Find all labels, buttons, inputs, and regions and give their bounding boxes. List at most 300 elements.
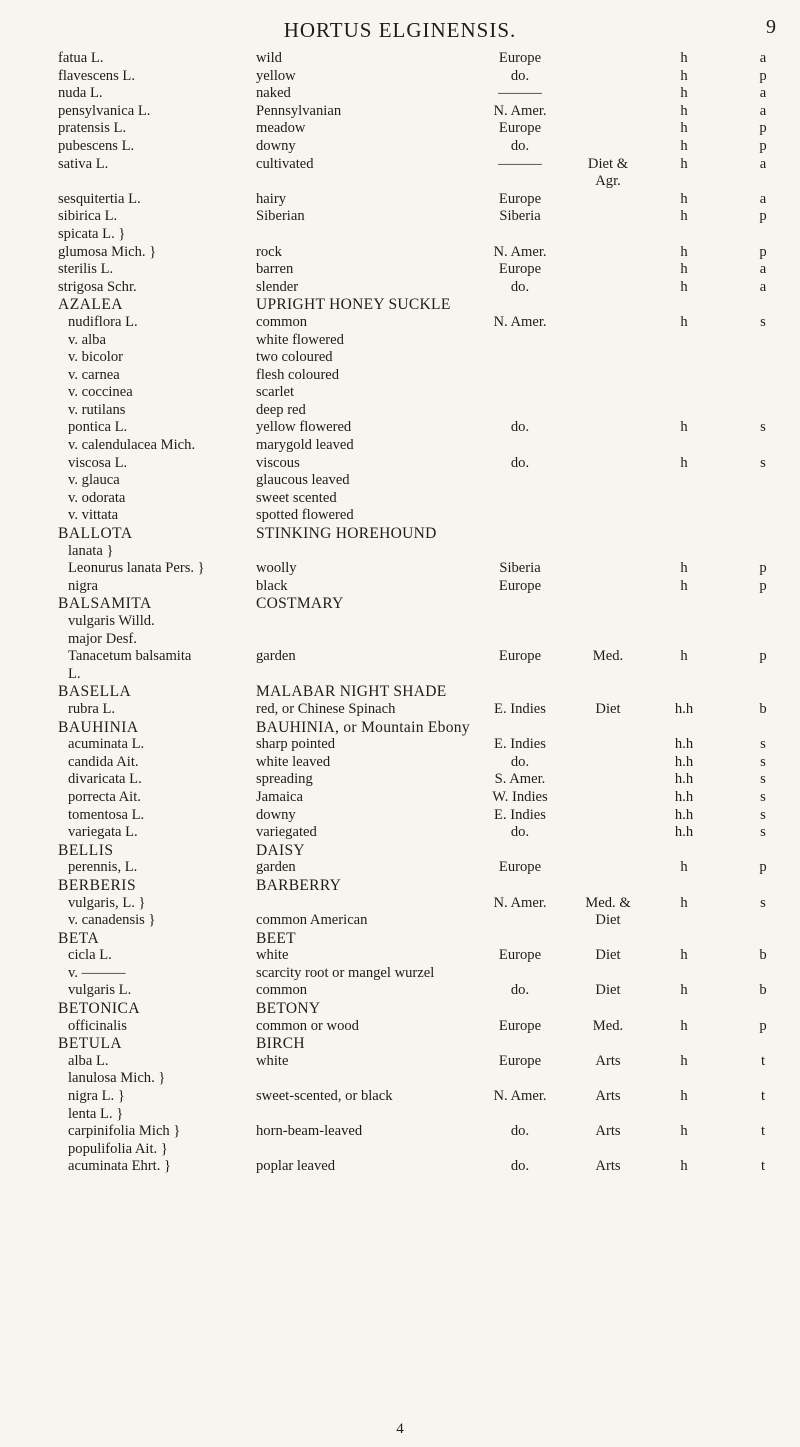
genus-row bbox=[0, 296, 800, 314]
cell-c3: Siberia bbox=[499, 208, 541, 225]
cell-c2: scarlet bbox=[256, 384, 295, 401]
cell-c2: white bbox=[256, 1052, 289, 1069]
cell-c6: s bbox=[760, 753, 766, 770]
cell-c6: p bbox=[759, 208, 767, 225]
genus-row bbox=[0, 1035, 800, 1053]
cell-c2: white bbox=[256, 947, 289, 964]
genus-row bbox=[0, 525, 800, 543]
table-row bbox=[0, 666, 800, 684]
cell-c5: h.h bbox=[674, 736, 694, 753]
table-row bbox=[0, 279, 800, 297]
cell-c1: nigra L. } bbox=[68, 1088, 125, 1105]
cell-c4: Arts bbox=[595, 1088, 621, 1105]
table-row bbox=[0, 947, 800, 965]
cell-c6: a bbox=[759, 155, 767, 172]
cell-c2: poplar leaved bbox=[256, 1158, 336, 1175]
table-row bbox=[0, 367, 800, 385]
cell-c5: h.h bbox=[674, 788, 694, 805]
cell-c3: Europe bbox=[498, 261, 542, 278]
cell-c1: acuminata Ehrt. } bbox=[68, 1158, 172, 1175]
cell-c6: a bbox=[759, 278, 767, 295]
cell-c2: BARBERRY bbox=[256, 876, 342, 894]
cell-c4: Diet bbox=[595, 700, 621, 717]
genus-row bbox=[0, 930, 800, 948]
cell-c6: s bbox=[760, 806, 766, 823]
genus-row bbox=[0, 719, 800, 737]
cell-c2: BIRCH bbox=[256, 1035, 305, 1053]
cell-c2: COSTMARY bbox=[256, 595, 344, 613]
cell-c6: s bbox=[760, 824, 766, 841]
table-row bbox=[0, 437, 800, 455]
cell-c3: Europe bbox=[498, 120, 542, 137]
cell-c1: v. alba bbox=[68, 331, 106, 348]
cell-c3: N. Amer. bbox=[493, 102, 547, 119]
table-row bbox=[0, 68, 800, 86]
cell-c1: sesquitertia L. bbox=[58, 190, 141, 207]
cell-c2: slender bbox=[256, 278, 299, 295]
cell-c4: Diet bbox=[595, 947, 621, 964]
cell-c6: p bbox=[759, 67, 767, 84]
cell-c2: glaucous leaved bbox=[256, 472, 350, 489]
cell-c3: do. bbox=[510, 67, 530, 84]
cell-c2: common American bbox=[256, 912, 368, 929]
cell-c1: officinalis bbox=[68, 1017, 127, 1034]
cell-c5: h bbox=[680, 1158, 688, 1175]
cell-c3: Europe bbox=[498, 947, 542, 964]
cell-c2: MALABAR NIGHT SHADE bbox=[256, 683, 447, 701]
table-row bbox=[0, 138, 800, 156]
table-row bbox=[0, 543, 800, 561]
cell-c1: lanulosa Mich. } bbox=[68, 1070, 166, 1087]
cell-c3: Europe bbox=[498, 1052, 542, 1069]
cell-c1: sterilis L. bbox=[58, 261, 114, 278]
cell-c2: UPRIGHT HONEY SUCKLE bbox=[256, 296, 451, 314]
table-row bbox=[0, 120, 800, 138]
cell-c3: do. bbox=[510, 278, 530, 295]
cell-c3: N. Amer. bbox=[493, 243, 547, 260]
cell-c5: h bbox=[680, 577, 688, 594]
cell-c1: carpinifolia Mich } bbox=[68, 1123, 181, 1140]
table-row bbox=[0, 895, 800, 913]
table-row bbox=[0, 701, 800, 719]
table-row bbox=[0, 754, 800, 772]
cell-c1: pensylvanica L. bbox=[58, 102, 151, 119]
cell-c1: pontica L. bbox=[68, 419, 128, 436]
cell-c2: two coloured bbox=[256, 349, 333, 366]
catalogue-table bbox=[0, 50, 800, 1176]
cell-c1: BALLOTA bbox=[58, 525, 133, 543]
cell-c4: Arts bbox=[595, 1158, 621, 1175]
cell-c1: variegata L. bbox=[68, 824, 138, 841]
cell-c6: a bbox=[759, 261, 767, 278]
table-row bbox=[0, 771, 800, 789]
cell-c5: h bbox=[680, 120, 688, 137]
cell-c3: do. bbox=[510, 982, 530, 999]
cell-c3: E. Indies bbox=[494, 736, 546, 753]
running-header: HORTUS ELGINENSIS. bbox=[283, 18, 517, 42]
cell-c1: BETONICA bbox=[58, 1000, 141, 1018]
cell-c6: s bbox=[760, 788, 766, 805]
cell-c1: v. ——— bbox=[68, 964, 126, 981]
cell-c1: spicata L. } bbox=[58, 225, 126, 242]
cell-c1: acuminata L. bbox=[68, 736, 145, 753]
cell-c5: h bbox=[680, 419, 688, 436]
cell-c1: AZALEA bbox=[58, 296, 123, 314]
cell-c5: h bbox=[680, 648, 688, 665]
cell-c2: downy bbox=[256, 137, 296, 154]
cell-c3: ——— bbox=[498, 85, 542, 102]
cell-c1: lanata } bbox=[68, 542, 114, 559]
cell-c5: h bbox=[680, 1088, 688, 1105]
cell-c5: h bbox=[680, 859, 688, 876]
table-row bbox=[0, 156, 800, 174]
cell-c5: h bbox=[680, 85, 688, 102]
cell-c2: barren bbox=[256, 261, 294, 278]
cell-c6: b bbox=[759, 982, 767, 999]
cell-c5: h.h bbox=[674, 824, 694, 841]
cell-c3: Europe bbox=[498, 648, 542, 665]
cell-c3: Europe bbox=[498, 1017, 542, 1034]
cell-c1: nudiflora L. bbox=[68, 313, 138, 330]
cell-c2: white leaved bbox=[256, 753, 331, 770]
cell-c6: a bbox=[759, 102, 767, 119]
cell-c1: BELLIS bbox=[58, 841, 114, 859]
cell-c1: BETULA bbox=[58, 1035, 123, 1053]
cell-c5: h bbox=[680, 982, 688, 999]
cell-c2: STINKING HOREHOUND bbox=[256, 525, 437, 543]
cell-c4: Agr. bbox=[595, 173, 621, 190]
cell-c2: sweet scented bbox=[256, 489, 337, 506]
cell-c3: do. bbox=[510, 137, 530, 154]
cell-c1: BETA bbox=[58, 929, 100, 947]
cell-c3: do. bbox=[510, 753, 530, 770]
cell-c2: horn-beam-leaved bbox=[256, 1123, 363, 1140]
cell-c1: divaricata L. bbox=[68, 771, 142, 788]
table-row bbox=[0, 824, 800, 842]
cell-c3: N. Amer. bbox=[493, 313, 547, 330]
cell-c3: ——— bbox=[498, 155, 542, 172]
cell-c6: s bbox=[760, 419, 766, 436]
cell-c5: h bbox=[680, 67, 688, 84]
cell-c1: v. carnea bbox=[68, 366, 120, 383]
cell-c1: vulgaris L. bbox=[68, 982, 132, 999]
cell-c5: h bbox=[680, 50, 688, 66]
cell-c2: wild bbox=[256, 50, 282, 66]
cell-c1: sibirica L. bbox=[58, 208, 118, 225]
cell-c5: h bbox=[680, 1052, 688, 1069]
table-row bbox=[0, 1070, 800, 1088]
cell-c6: b bbox=[759, 700, 767, 717]
cell-c3: Europe bbox=[498, 190, 542, 207]
cell-c3: N. Amer. bbox=[493, 1088, 547, 1105]
cell-c5: h bbox=[680, 261, 688, 278]
cell-c6: p bbox=[759, 120, 767, 137]
cell-c6: t bbox=[760, 1088, 766, 1105]
cell-c2: rock bbox=[256, 243, 282, 260]
cell-c1: populifolia Ait. } bbox=[68, 1140, 168, 1157]
table-row bbox=[0, 349, 800, 367]
cell-c1: nuda L. bbox=[58, 85, 103, 102]
cell-c1: v. canadensis } bbox=[68, 912, 156, 929]
cell-c6: t bbox=[760, 1052, 766, 1069]
cell-c2: red, or Chinese Spinach bbox=[256, 700, 396, 717]
cell-c2: downy bbox=[256, 806, 296, 823]
cell-c2: hairy bbox=[256, 190, 286, 207]
cell-c1: sativa L. bbox=[58, 155, 109, 172]
cell-c6: a bbox=[759, 85, 767, 102]
cell-c2: common bbox=[256, 313, 308, 330]
cell-c2: sharp pointed bbox=[256, 736, 336, 753]
cell-c1: vulgaris Willd. bbox=[68, 613, 155, 629]
cell-c3: do. bbox=[510, 419, 530, 436]
cell-c1: v. glauca bbox=[68, 472, 120, 489]
table-row bbox=[0, 419, 800, 437]
cell-c3: do. bbox=[510, 1158, 530, 1175]
cell-c2: flesh coloured bbox=[256, 366, 340, 383]
cell-c1: BERBERIS bbox=[58, 876, 137, 894]
cell-c6: a bbox=[759, 50, 767, 66]
cell-c2: yellow flowered bbox=[256, 419, 352, 436]
cell-c6: s bbox=[760, 736, 766, 753]
cell-c6: p bbox=[759, 1017, 767, 1034]
cell-c5: h bbox=[680, 190, 688, 207]
cell-c1: v. calendulacea Mich. bbox=[68, 437, 196, 454]
cell-c6: s bbox=[760, 894, 766, 911]
cell-c2: naked bbox=[256, 85, 291, 102]
cell-c6: b bbox=[759, 947, 767, 964]
cell-c1: BALSAMITA bbox=[58, 595, 152, 613]
cell-c3: do. bbox=[510, 454, 530, 471]
cell-c1: strigosa Schr. bbox=[58, 278, 137, 295]
table-row bbox=[0, 982, 800, 1000]
table-row bbox=[0, 332, 800, 350]
cell-c1: glumosa Mich. } bbox=[58, 243, 157, 260]
cell-c2: cultivated bbox=[256, 155, 314, 172]
table-row bbox=[0, 859, 800, 877]
cell-c1: v. odorata bbox=[68, 489, 126, 506]
cell-c1: flavescens L. bbox=[58, 67, 135, 84]
cell-c4: Diet bbox=[595, 912, 621, 929]
table-row bbox=[0, 191, 800, 209]
cell-c6: p bbox=[759, 137, 767, 154]
table-row bbox=[0, 1088, 800, 1106]
cell-c2: yellow bbox=[256, 67, 296, 84]
page-number: 9 bbox=[766, 16, 776, 38]
table-row bbox=[0, 507, 800, 525]
cell-c4: Arts bbox=[595, 1123, 621, 1140]
cell-c2: Jamaica bbox=[256, 788, 303, 805]
cell-c2: common bbox=[256, 982, 308, 999]
cell-c1: perennis, L. bbox=[68, 859, 138, 876]
cell-c4: Arts bbox=[595, 1052, 621, 1069]
table-row bbox=[0, 1123, 800, 1141]
table-row bbox=[0, 490, 800, 508]
cell-c4: Diet bbox=[595, 982, 621, 999]
cell-c5: h bbox=[680, 1123, 688, 1140]
cell-c2: white flowered bbox=[256, 331, 344, 348]
cell-c2: BEET bbox=[256, 929, 296, 947]
table-row bbox=[0, 912, 800, 930]
cell-c2: BAUHINIA, or Mountain Ebony bbox=[256, 718, 470, 736]
cell-c5: h.h bbox=[674, 771, 694, 788]
cell-c3: Europe bbox=[498, 577, 542, 594]
cell-c1: BASELLA bbox=[58, 683, 132, 701]
cell-c2: spotted flowered bbox=[256, 507, 354, 524]
cell-c3: N. Amer. bbox=[493, 894, 547, 911]
cell-c6: s bbox=[760, 454, 766, 471]
cell-c6: a bbox=[759, 190, 767, 207]
cell-c1: v. coccinea bbox=[68, 384, 133, 401]
table-row bbox=[0, 208, 800, 226]
cell-c1: major Desf. bbox=[68, 630, 137, 647]
cell-c5: h bbox=[680, 102, 688, 119]
cell-c3: do. bbox=[510, 1123, 530, 1140]
table-row bbox=[0, 736, 800, 754]
cell-c5: h bbox=[680, 137, 688, 154]
cell-c2: Siberian bbox=[256, 208, 305, 225]
cell-c2: spreading bbox=[256, 771, 313, 788]
cell-c1: rubra L. bbox=[68, 700, 116, 717]
table-row bbox=[0, 578, 800, 596]
cell-c6: p bbox=[759, 577, 767, 594]
cell-c5: h bbox=[680, 947, 688, 964]
table-row bbox=[0, 472, 800, 490]
cell-c3: Europe bbox=[498, 50, 542, 66]
cell-c2: meadow bbox=[256, 120, 306, 137]
table-row bbox=[0, 613, 800, 631]
cell-c5: h bbox=[680, 243, 688, 260]
cell-c1: v. rutilans bbox=[68, 401, 126, 418]
cell-c1: pratensis L. bbox=[58, 120, 127, 137]
cell-c2: BETONY bbox=[256, 1000, 321, 1018]
cell-c1: viscosa L. bbox=[68, 454, 128, 471]
cell-c2: common or wood bbox=[256, 1017, 359, 1034]
cell-c3: Europe bbox=[498, 859, 542, 876]
cell-c1: alba L. bbox=[68, 1052, 109, 1069]
cell-c6: s bbox=[760, 313, 766, 330]
cell-c2: woolly bbox=[256, 560, 297, 577]
cell-c1: porrecta Ait. bbox=[68, 788, 141, 805]
cell-c3: Siberia bbox=[499, 560, 541, 577]
cell-c6: p bbox=[759, 859, 767, 876]
cell-c1: pubescens L. bbox=[58, 137, 135, 154]
cell-c6: p bbox=[759, 560, 767, 577]
table-row bbox=[0, 1018, 800, 1036]
cell-c2: variegated bbox=[256, 824, 317, 841]
cell-c5: h bbox=[680, 208, 688, 225]
table-row bbox=[0, 314, 800, 332]
cell-c4: Diet & bbox=[587, 155, 629, 172]
table-row bbox=[0, 965, 800, 983]
table-row bbox=[0, 789, 800, 807]
cell-c5: h.h bbox=[674, 753, 694, 770]
cell-c1: nigra bbox=[68, 577, 98, 594]
cell-c5: h bbox=[680, 1017, 688, 1034]
table-row bbox=[0, 1106, 800, 1124]
table-row bbox=[0, 173, 800, 191]
cell-c1: v. vittata bbox=[68, 507, 119, 524]
cell-c5: h bbox=[680, 894, 688, 911]
cell-c3: E. Indies bbox=[494, 700, 546, 717]
cell-c2: Pennsylvanian bbox=[256, 102, 342, 119]
cell-c2: sweet-scented, or black bbox=[256, 1088, 393, 1105]
genus-row bbox=[0, 683, 800, 701]
table-row bbox=[0, 631, 800, 649]
table-row bbox=[0, 85, 800, 103]
table-row bbox=[0, 261, 800, 279]
genus-row bbox=[0, 842, 800, 860]
cell-c1: Leonurus lanata Pers. } bbox=[68, 560, 205, 577]
cell-c4: Med. & bbox=[585, 894, 631, 911]
table-row bbox=[0, 103, 800, 121]
table-row bbox=[0, 560, 800, 578]
cell-c5: h.h bbox=[674, 700, 694, 717]
cell-c1: cicla L. bbox=[68, 947, 112, 964]
signature-mark: 4 bbox=[396, 1421, 404, 1437]
cell-c3: W. Indies bbox=[492, 788, 548, 805]
cell-c2: DAISY bbox=[256, 841, 305, 859]
cell-c1: vulgaris, L. } bbox=[68, 894, 146, 911]
cell-c1: candida Ait. bbox=[68, 753, 139, 770]
genus-row bbox=[0, 595, 800, 613]
table-row bbox=[0, 226, 800, 244]
cell-c1: BAUHINIA bbox=[58, 718, 139, 736]
cell-c5: h bbox=[680, 313, 688, 330]
cell-c6: p bbox=[759, 648, 767, 665]
table-row bbox=[0, 807, 800, 825]
table-row bbox=[0, 244, 800, 262]
cell-c6: t bbox=[760, 1123, 766, 1140]
cell-c2: deep red bbox=[256, 401, 306, 418]
cell-c4: Med. bbox=[592, 648, 624, 665]
cell-c5: h.h bbox=[674, 806, 694, 823]
cell-c4: Med. bbox=[592, 1017, 624, 1034]
table-row bbox=[0, 1141, 800, 1159]
cell-c6: p bbox=[759, 243, 767, 260]
cell-c2: black bbox=[256, 577, 288, 594]
cell-c3: do. bbox=[510, 824, 530, 841]
cell-c5: h bbox=[680, 454, 688, 471]
cell-c2: scarcity root or mangel wurzel bbox=[256, 964, 435, 981]
cell-c5: h bbox=[680, 560, 688, 577]
cell-c2: viscous bbox=[256, 454, 300, 471]
table-row bbox=[0, 1158, 800, 1176]
cell-c5: h bbox=[680, 155, 688, 172]
table-row bbox=[0, 1053, 800, 1071]
table-row bbox=[0, 402, 800, 420]
cell-c2: garden bbox=[256, 648, 296, 665]
cell-c1: L. bbox=[68, 665, 81, 682]
genus-row bbox=[0, 1000, 800, 1018]
cell-c6: t bbox=[760, 1158, 766, 1175]
cell-c1: lenta L. } bbox=[68, 1105, 124, 1122]
genus-row bbox=[0, 877, 800, 895]
cell-c1: Tanacetum balsamita bbox=[68, 648, 192, 665]
cell-c1: fatua L. bbox=[58, 50, 104, 66]
cell-c6: s bbox=[760, 771, 766, 788]
cell-c5: h bbox=[680, 278, 688, 295]
cell-c3: S. Amer. bbox=[494, 771, 546, 788]
table-row bbox=[0, 50, 800, 68]
cell-c2: marygold leaved bbox=[256, 437, 354, 454]
cell-c3: E. Indies bbox=[494, 806, 546, 823]
table-row bbox=[0, 384, 800, 402]
cell-c1: tomentosa L. bbox=[68, 806, 145, 823]
cell-c1: v. bicolor bbox=[68, 349, 123, 366]
table-row bbox=[0, 648, 800, 666]
cell-c2: garden bbox=[256, 859, 296, 876]
table-row bbox=[0, 455, 800, 473]
